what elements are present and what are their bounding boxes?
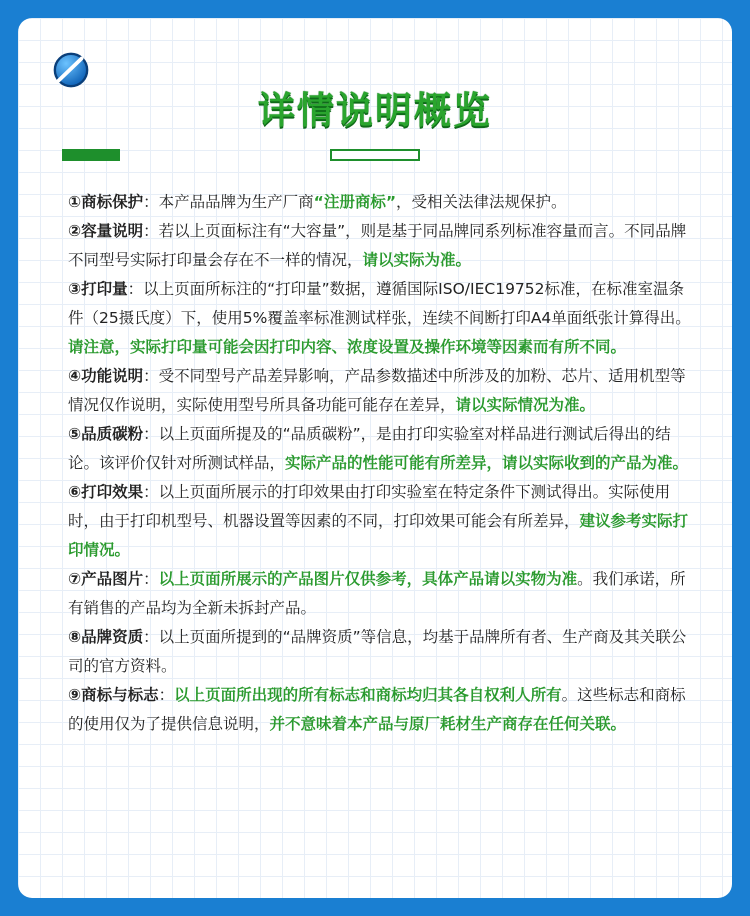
note-highlight: 请注意，实际打印量可能会因打印内容、浓度设置及操作环境等因素而有所不同。: [68, 338, 627, 356]
note-item: [68, 623, 694, 681]
note-label: ②容量说明: [68, 222, 144, 240]
note-item: [68, 420, 694, 478]
note-highlight: 建议参考实际打印情况。: [68, 512, 689, 559]
note-label: ⑥打印效果: [68, 483, 144, 501]
note-label: ⑨商标与标志: [68, 686, 159, 704]
note-label: ③打印量: [68, 280, 128, 298]
note-text: ：: [143, 570, 159, 588]
note-text: ：若以上页面标注有“大容量”，则是基于同品牌同系列标准容量而言。不同品牌不同型号实际打印量会存在不一样的情况，: [68, 222, 687, 269]
note-text: ，受相关法律法规保护。: [396, 193, 567, 211]
note-text: ：以上页面所展示的打印效果由打印实验室在特定条件下测试得出。实际使用时，由于打印机型号、机器设置等因素的不同，打印效果可能会有所差异，: [68, 483, 671, 530]
note-text: ：本产品品牌为生产厂商: [143, 193, 314, 211]
note-text: 。我们承诺，所有销售的产品均为全新未拆封产品。: [68, 570, 686, 617]
note-label: ①商标保护: [68, 193, 144, 211]
note-item: [68, 217, 694, 275]
note-text: ：以上页面所标注的“打印量”数据，遵循国际ISO/IEC19752标准，在标准室温条件（25摄氏度）下，使用5%覆盖率标准测试样张，连续不间断打印A4单面纸张计算得出。: [68, 280, 691, 327]
note-highlight: 以上页面所展示的产品图片仅供参考，具体产品请以实物为准: [158, 570, 578, 588]
note-highlight: “注册商标”: [313, 193, 397, 211]
page-title: 详情说明概览: [258, 89, 492, 132]
note-highlight: 请以实际情况为准。: [455, 396, 596, 414]
note-item: [68, 478, 694, 565]
note-label: ⑤品质碳粉: [68, 425, 144, 443]
note-highlight: 以上页面所出现的所有标志和商标均归其各自权利人所有: [174, 686, 562, 704]
note-highlight: 请以实际为准。: [362, 251, 472, 269]
note-text: ：: [158, 686, 175, 704]
note-item: [68, 275, 694, 362]
note-highlight: 并不意味着本产品与原厂耗材生产商存在任何关联。: [269, 715, 627, 733]
note-text: ：以上页面所提及的“品质碳粉”，是由打印实验室对样品进行测试后得出的结论。该评价仅针对所测试样品，: [68, 425, 671, 472]
note-item: [68, 362, 694, 420]
note-text: ：受不同型号产品差异影响，产品参数描述中所涉及的加粉、芯片、适用机型等情况仅作说明，实际使用型号所具备功能可能存在差异，: [68, 367, 686, 414]
notes-list: [68, 188, 694, 739]
note-highlight: 实际产品的性能可能有所差异，请以实际收到的产品为准。: [285, 454, 689, 472]
detail-card: [18, 18, 732, 898]
note-label: ⑦产品图片: [68, 570, 144, 588]
title-underline-bar: [330, 149, 420, 161]
note-label: ⑧品牌资质: [68, 628, 144, 646]
note-item: [68, 188, 694, 217]
title-underline-fill: [62, 149, 120, 161]
note-text: 。这些标志和商标的使用仅为了提供信息说明，: [68, 686, 686, 733]
note-label: ④功能说明: [68, 367, 144, 385]
note-item: [68, 681, 694, 739]
note-item: [68, 565, 694, 623]
note-text: ：以上页面所提到的“品牌资质”等信息，均基于品牌所有者、生产商及其关联公司的官方资料。: [68, 628, 687, 675]
